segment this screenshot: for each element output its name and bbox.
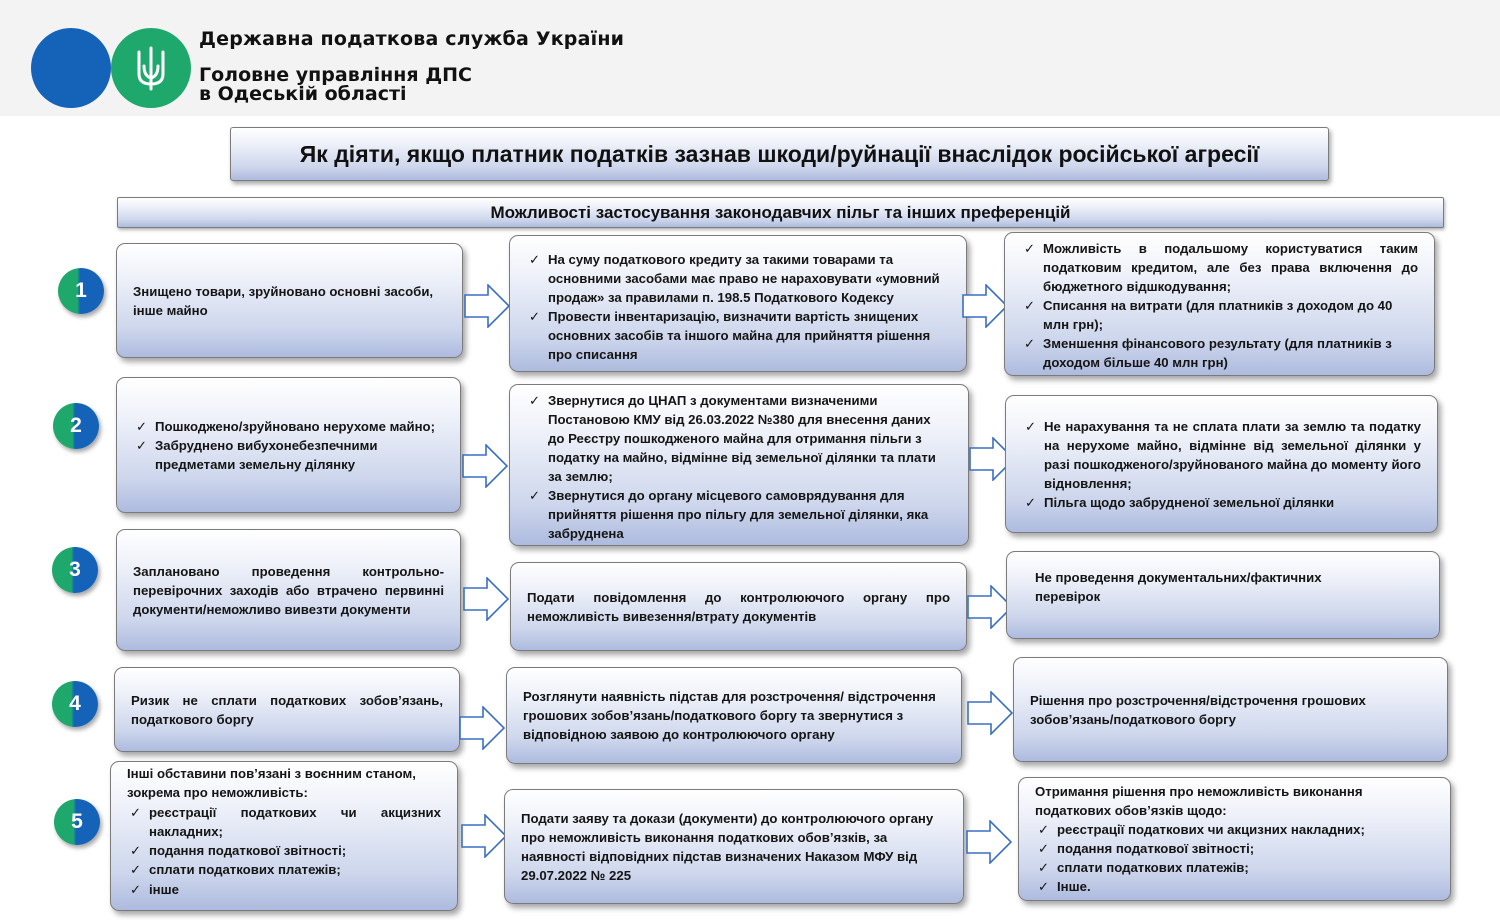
right-arrow-icon xyxy=(966,820,1012,864)
situation-text: Знищено товари, зруйновано основні засоби, інше майно xyxy=(133,283,434,318)
result-text: Рішення про розстрочення/відстрочення грошових зобов’язань/податкового боргу xyxy=(1030,692,1366,727)
situation-box-3 xyxy=(116,529,461,651)
situation-box-4 xyxy=(114,667,460,752)
result-item: ✓ Списання на витрати (для платників з доходом до 40 млн грн); xyxy=(1021,296,1418,334)
org-name: Державна податкова служба України xyxy=(199,28,625,50)
action-box-2 xyxy=(509,384,969,546)
situation-item: ✓ Пошкоджено/зруйновано нерухоме майно; xyxy=(133,417,444,436)
action-list xyxy=(526,391,946,543)
result-item: ✓ Зменшення фінансового результату (для платників з доходом більше 40 млн грн) xyxy=(1021,334,1418,372)
situation-box-1 xyxy=(116,243,463,358)
action-text: Подати повідомлення до контролюючого органу про неможливість вивезення/втрату документів xyxy=(527,589,950,624)
result-item: ✓ сплати податкових платежів; xyxy=(1035,858,1434,877)
logo-green-circle xyxy=(111,28,191,108)
situation-item: ✓ подання податкової звітності; xyxy=(127,841,441,860)
result-item: ✓ Інше. xyxy=(1035,877,1434,896)
action-item: ✓ Звернутися до ЦНАП з документами визначеними Постановою КМУ від 26.03.2022 №380 для внесення даних до Реєстру пошкодженого майна для отримання пільги з податку на майно, відмінне від земельної ділянки та плати за землю; xyxy=(526,391,946,486)
page-title-box xyxy=(230,127,1329,181)
situation-text: Ризик не сплати податкових зобов’язань, податкового боргу xyxy=(131,692,443,727)
situation-text: Заплановано проведення контрольно-перевірочних заходів або втрачено первинні документи/неможливо вивезти документи xyxy=(133,563,444,617)
situation-item: ✓ сплати податкових платежів; xyxy=(127,860,441,879)
right-arrow-icon xyxy=(962,284,1008,328)
result-box-5 xyxy=(1018,777,1451,901)
right-arrow-icon xyxy=(462,444,508,488)
step-number: 4 xyxy=(69,692,81,715)
action-box-1 xyxy=(509,235,967,372)
section-subtitle: Можливості застосування законодавчих пільг та інших преференцій xyxy=(490,202,1071,222)
step-number: 2 xyxy=(70,414,82,437)
step-badge-3 xyxy=(52,547,98,593)
step-number: 5 xyxy=(71,810,83,833)
result-box-4 xyxy=(1013,657,1448,762)
result-item: ✓ Можливість в подальшому користуватися таким податковим кредитом, але без права включення до бюджетного відшкодування; xyxy=(1021,239,1418,296)
result-item: ✓ Пільга щодо забрудненої земельної ділянки xyxy=(1022,493,1421,512)
result-box-3 xyxy=(1006,551,1440,639)
action-box-5 xyxy=(504,789,964,904)
action-text: Подати заяву та докази (документи) до контролюючого органу про неможливість виконання податкових обов’язків, за наявності відповідних підстав визначених Наказом МФУ від 29.07.2022 № 225 xyxy=(521,810,934,883)
result-item: ✓ Не нарахування та не сплата плати за землю та податку на нерухоме майно, відмінне від земельної ділянки у разі пошкодженого/зруйнованого майна до моменту його відновлення; xyxy=(1022,417,1421,493)
result-list xyxy=(1022,417,1421,512)
situation-box-2 xyxy=(116,377,461,513)
result-text: Не проведення документальних/фактичних перевірок xyxy=(1035,570,1322,604)
right-arrow-icon xyxy=(459,706,505,750)
action-item: ✓ Провести інвентаризацію, визначити вартість знищених основних засобів та іншого майна для прийняття рішення про списання xyxy=(526,307,950,364)
trident-icon xyxy=(133,44,169,92)
step-badge-2 xyxy=(53,403,99,449)
action-text: Розглянути наявність підстав для розстрочення/ відстрочення грошових зобов’язань/податкового боргу та звернутися з відповідною заявою до контролюючого органу xyxy=(523,689,936,742)
right-arrow-icon xyxy=(461,814,507,858)
situation-list xyxy=(133,417,444,474)
situation-item: ✓ реєстрації податкових чи акцизних накладних; xyxy=(127,803,441,842)
situation-intro: Інші обставини пов’язані з воєнним станом, зокрема про неможливість: xyxy=(127,766,416,801)
result-box-1 xyxy=(1004,232,1435,376)
action-list xyxy=(526,250,950,364)
right-arrow-icon xyxy=(967,691,1013,735)
step-number: 3 xyxy=(69,558,81,581)
situation-item: ✓ інше xyxy=(127,880,441,899)
action-box-3 xyxy=(510,562,967,651)
action-item: ✓ На суму податкового кредиту за такими товарами та основними засобами має право не нараховувати «умовний продаж» за правилами п. 198.5 Податкового Кодексу xyxy=(526,250,950,307)
right-arrow-icon xyxy=(464,284,510,328)
action-item: ✓ Звернутися до органу місцевого самоврядування для прийняття рішення про пільгу для земельної ділянки, яка забруднена xyxy=(526,486,946,543)
action-box-4 xyxy=(506,667,962,764)
result-list xyxy=(1021,239,1418,372)
page-title: Як діяти, якщо платник податків зазнав шкоди/руйнації внаслідок російської агресії xyxy=(299,140,1260,167)
result-box-2 xyxy=(1005,395,1438,533)
right-arrow-icon xyxy=(463,577,509,621)
step-number: 1 xyxy=(75,279,87,302)
result-list xyxy=(1035,820,1434,896)
org-sub-line: в Одеській області xyxy=(199,83,407,105)
logo-blue-circle xyxy=(31,28,111,108)
situation-box-5 xyxy=(110,761,458,911)
result-item: ✓ реєстрації податкових чи акцизних накладних; xyxy=(1035,820,1434,839)
result-item: ✓ подання податкової звітності; xyxy=(1035,839,1434,858)
step-badge-4 xyxy=(52,681,98,727)
org-subdivision xyxy=(199,66,472,104)
header xyxy=(0,0,1500,116)
situation-item: ✓ Забруднено вибухонебезпечними предметами земельну ділянку xyxy=(133,436,444,474)
section-subtitle-box xyxy=(117,197,1444,228)
situation-list xyxy=(127,803,441,899)
step-badge-5 xyxy=(54,799,100,845)
org-sub-line: Головне управління ДПС xyxy=(199,64,473,86)
result-intro: Отримання рішення про неможливість виконання податкових обов’язків щодо: xyxy=(1035,784,1363,818)
step-badge-1 xyxy=(58,268,104,314)
